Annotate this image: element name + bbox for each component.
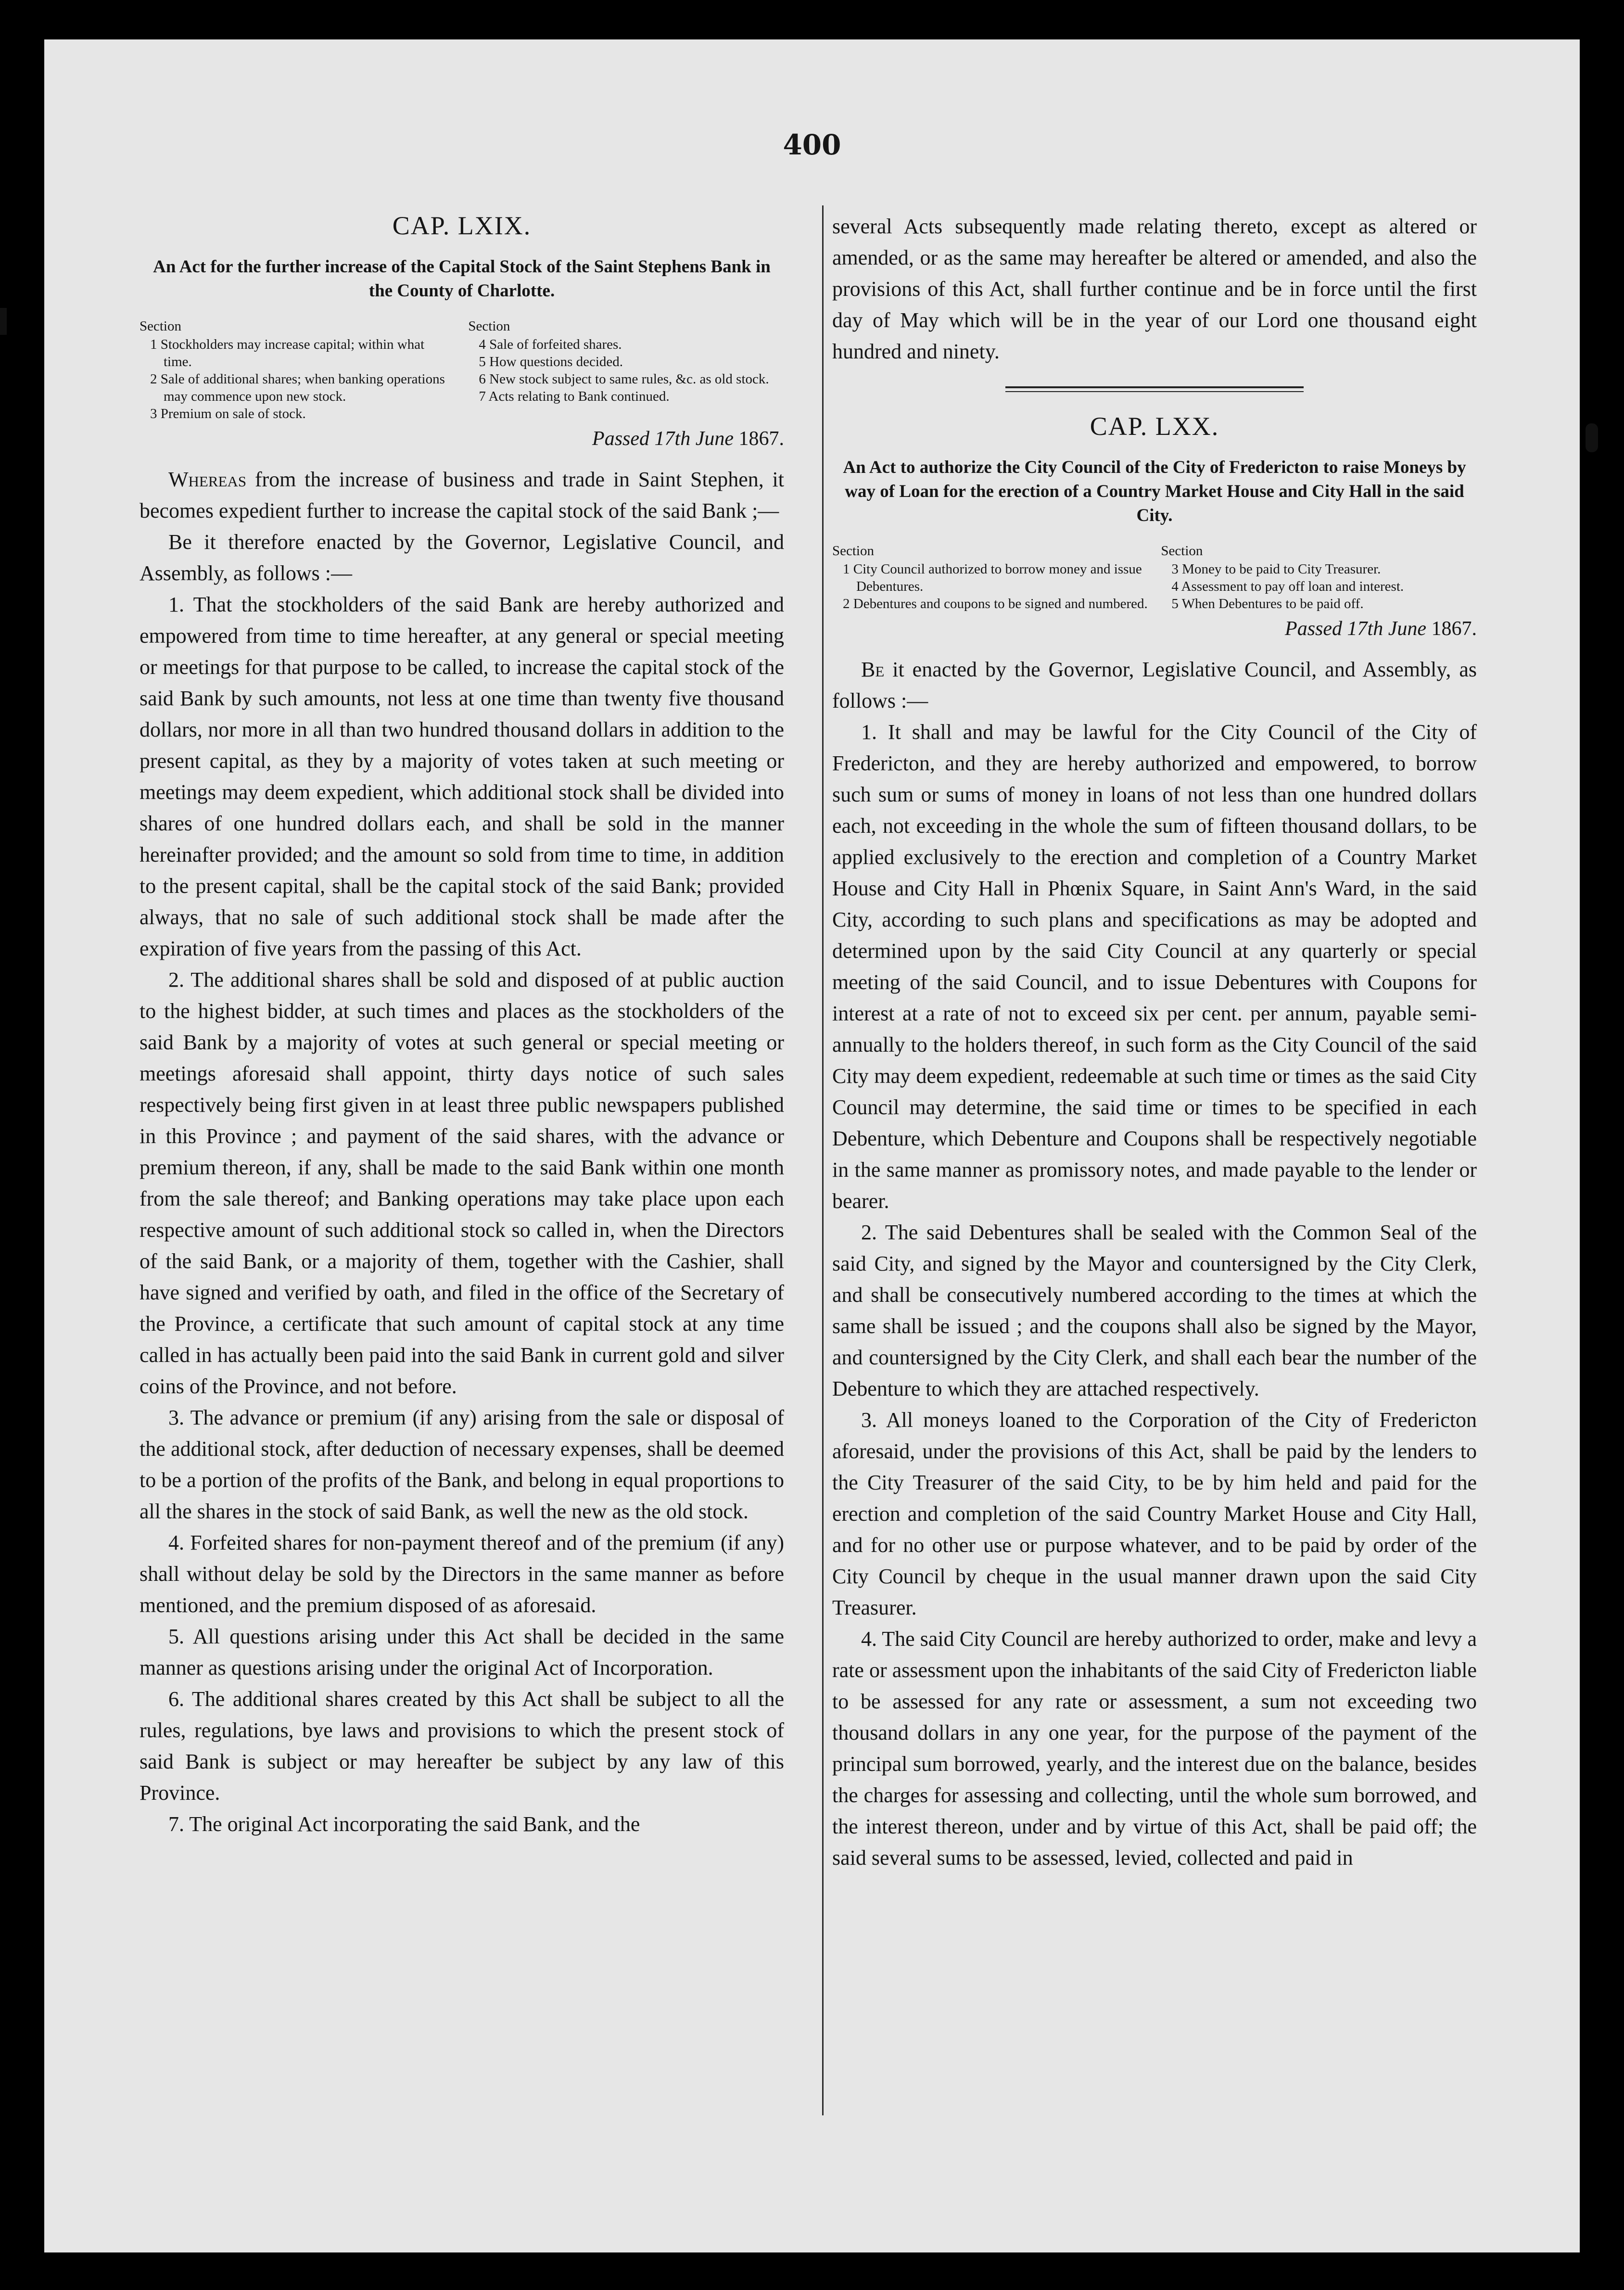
section-paragraph: 1. That the stockholders of the said Bank are hereby authorized and empowered from time to time hereafter, at any general or special meeting or meetings for that purpose to be called, to increase the capital stock of the said Bank by such amounts, not less at one time than twenty five thousand dollars, nor more in all than two hundred thousand dollars in addition to the present capital, as they by a majority of votes taken at such meeting or meetings may deem expedient, which additional stock shall be divided into shares of one hundred dollars each, and shall be sold in the manner hereinafter provided; and the amount so sold from time to time, in addition to the present capital, shall be the capital stock of the said Bank; provided always, that no sale of such additional stock shall be made after the expiration of five years from the passing of this Act. bbox=[140, 593, 784, 960]
section-header: Section bbox=[1161, 543, 1203, 559]
section-item: 4 Sale of forfeited shares. bbox=[479, 337, 622, 352]
section-item: 4 Assessment to pay off loan and interest. bbox=[1171, 579, 1404, 594]
section-item: 1 City Council authorized to borrow money and issue Debentures. bbox=[843, 561, 1142, 594]
section-paragraph: 2. The said Debentures shall be sealed with the Common Seal of the said City, and signed by the Mayor and countersigned by the City Clerk, and shall be consecutively numbered according to the times at which the same shall be issued ; and the coupons shall also be signed by the Mayor, and countersigned by the City Clerk, and shall each bear the number of the Debenture to which they are attached respectively. bbox=[832, 1221, 1477, 1400]
preamble bbox=[140, 464, 784, 526]
enacting-clause bbox=[832, 654, 1477, 716]
section-summary-lxx bbox=[832, 542, 1477, 612]
section-paragraph: 3. The advance or premium (if any) arising from the sale or disposal of the additional stock, after deduction of necessary expenses, shall be deemed to be a portion of the profits of the Bank, and belong in equal proportions to all the shares in the stock of said Bank, as well the new as the old stock. bbox=[140, 1406, 784, 1523]
section-item: 3 Money to be paid to City Treasurer. bbox=[1171, 561, 1381, 577]
act-title-lxx: An Act to authorize the City Council of the City of Fredericton to raise Moneys by way of Loan for the erection of a Country Market House and City Hall in the said City. bbox=[843, 458, 1466, 525]
enacting-first-word: Be bbox=[861, 658, 885, 681]
section-header: Section bbox=[468, 318, 510, 334]
preamble-text: from the increase of business and trade in Saint Stephen, it becomes expedient further to increase the capital stock of the said Bank ;— bbox=[140, 468, 784, 522]
passed-day: 17th June bbox=[1347, 618, 1426, 640]
scan-edge-mark bbox=[0, 308, 7, 335]
act-separator-rule bbox=[1005, 386, 1304, 392]
section-summary-right bbox=[1161, 542, 1477, 612]
scan-edge-mark bbox=[1586, 423, 1598, 452]
right-column bbox=[832, 160, 1477, 1873]
section-item: 2 Debentures and coupons to be signed and numbered. bbox=[843, 596, 1148, 611]
passed-year: 1867. bbox=[1431, 618, 1477, 640]
document-page bbox=[44, 39, 1580, 2252]
preamble-first-word: Whereas bbox=[168, 468, 247, 491]
passed-date-lxix bbox=[140, 427, 784, 450]
enacting-clause: Be it therefore enacted by the Governor, Legislative Council, and Assembly, as follows :— bbox=[140, 530, 784, 585]
passed-label: Passed bbox=[1285, 618, 1343, 640]
section-paragraph: 5. All questions arising under this Act shall be decided in the same manner as questions arising under the original Act of Incorporation. bbox=[140, 1625, 784, 1679]
section-item: 5 How questions decided. bbox=[479, 354, 623, 369]
section-paragraph: 7. The original Act incorporating the said Bank, and the bbox=[168, 1812, 640, 1836]
section-paragraph: 4. The said City Council are hereby authorized to order, make and levy a rate or assessment upon the inhabitants of the said City of Fredericton liable to be assessed for any rate or assessment, a sum not exceeding two thousand dollars in any one year, for the purpose of the payment of the principal sum borrowed, yearly, and the interest due on the balance, besides the charges for assessing and collecting, until the whole sum borrowed, and the interest thereon, under and by virtue of this Act, shall be paid off; the said several sums to be assessed, levied, collected and paid in bbox=[832, 1627, 1477, 1870]
column-divider bbox=[822, 205, 824, 2115]
section-item: 7 Acts relating to Bank continued. bbox=[479, 389, 670, 404]
section-header: Section bbox=[140, 318, 181, 334]
left-column bbox=[140, 160, 784, 1840]
section-paragraph: 4. Forfeited shares for non-payment thereof and of the premium (if any) shall without delay be sold by the Directors in the same manner as before mentioned, and the premium disposed of as aforesaid. bbox=[140, 1531, 784, 1617]
section-header: Section bbox=[832, 543, 874, 559]
enacting-text: it enacted by the Governor, Legislative Council, and Assembly, as follows :— bbox=[832, 658, 1477, 712]
passed-day: 17th June bbox=[654, 428, 734, 450]
passed-date-lxx bbox=[832, 617, 1477, 640]
section-item: 1 Stockholders may increase capital; within what time. bbox=[150, 337, 425, 369]
section-item: 3 Premium on sale of stock. bbox=[150, 406, 306, 421]
page-number: 400 bbox=[783, 128, 841, 161]
section-paragraph: 6. The additional shares created by this Act shall be subject to all the rules, regulations, bye laws and provisions to which the present stock of said Bank is subject or may hereafter be subject by any law of this Province. bbox=[140, 1687, 784, 1805]
passed-label: Passed bbox=[592, 428, 650, 450]
section-paragraph: 1. It shall and may be lawful for the City Council of the City of Fredericton, and they are hereby authorized and empowered, to borrow such sum or sums of money in loans of not less than one hundred dollars each, not exceeding in the whole the sum of fifteen thousand dollars, to be applied exclusively to the erection and completion of a Country Market House and City Hall in Phœnix Square, in Saint Ann's Ward, in the said City, according to such plans and specifications as may be adopted and determined upon by the said City Council at any quarterly or special meeting of the said Council, and to issue Debentures with Coupons for interest at a rate of not to exceed six per cent. per annum, payable semi-annually to the holders thereof, in such form as the City Council of the said City may deem expedient, redeemable at such time or times as the said City Council may determine, the said time or times to be specified in each Debenture, which Debenture and Coupons shall be respectively negotiable in the same manner as promissory notes, and made payable to the lender or bearer. bbox=[832, 720, 1477, 1213]
act-title-lxix: An Act for the further increase of the Capital Stock of the Saint Stephens Bank in the County of Charlotte. bbox=[153, 257, 771, 301]
section-summary-left bbox=[832, 542, 1148, 612]
chapter-heading-lxx: CAP. LXX. bbox=[1090, 412, 1219, 441]
passed-year: 1867. bbox=[738, 428, 784, 450]
section-paragraph: 3. All moneys loaned to the Corporation of the City of Fredericton aforesaid, under the provisions of this Act, shall be paid by the lenders to the City Treasurer of the said City, to be by him held and paid for the erection and completion of the said Country Market House and City Hall, and for no other use or purpose whatever, and to be paid by order of the City Council by cheque in the usual manner drawn upon the said City Treasurer. bbox=[832, 1408, 1477, 1619]
section-item: 5 When Debentures to be paid off. bbox=[1171, 596, 1364, 611]
section-paragraph: 2. The additional shares shall be sold and disposed of at public auction to the highest bidder, at such times and places as the stockholders of the said Bank by a majority of votes at such general or special meeting or meetings aforesaid shall appoint, thirty days notice of such sales respectively being first given in at least three public newspapers published in this Province ; and payment of the said shares, with the advance or premium thereon, if any, shall be made to the said Bank within one month from the sale thereof; and Banking operations may take place upon each respective amount of such additional stock so called in, when the Directors of the said Bank, or a majority of them, together with the Cashier, shall have signed and verified by oath, and filed in the office of the Secretary of the Province, a certificate that such amount of capital stock at any time called in has actually been paid into the said Bank in current gold and silver coins of the Province, and not before. bbox=[140, 968, 784, 1398]
section-summary-right bbox=[468, 318, 784, 422]
section-item: 2 Sale of additional shares; when banking operations may commence upon new stock. bbox=[150, 371, 445, 404]
continuation-paragraph: several Acts subsequently made relating thereto, except as altered or amended, or as the same may hereafter be altered or amended, and also the provisions of this Act, shall further continue and be in force until the first day of May which will be in the year of our Lord one thousand eight hundred and ninety. bbox=[832, 215, 1477, 363]
section-summary-lxix bbox=[140, 318, 784, 422]
section-summary-left bbox=[140, 318, 456, 422]
section-item: 6 New stock subject to same rules, &c. as old stock. bbox=[479, 371, 769, 387]
chapter-heading-lxix: CAP. LXIX. bbox=[392, 211, 532, 240]
